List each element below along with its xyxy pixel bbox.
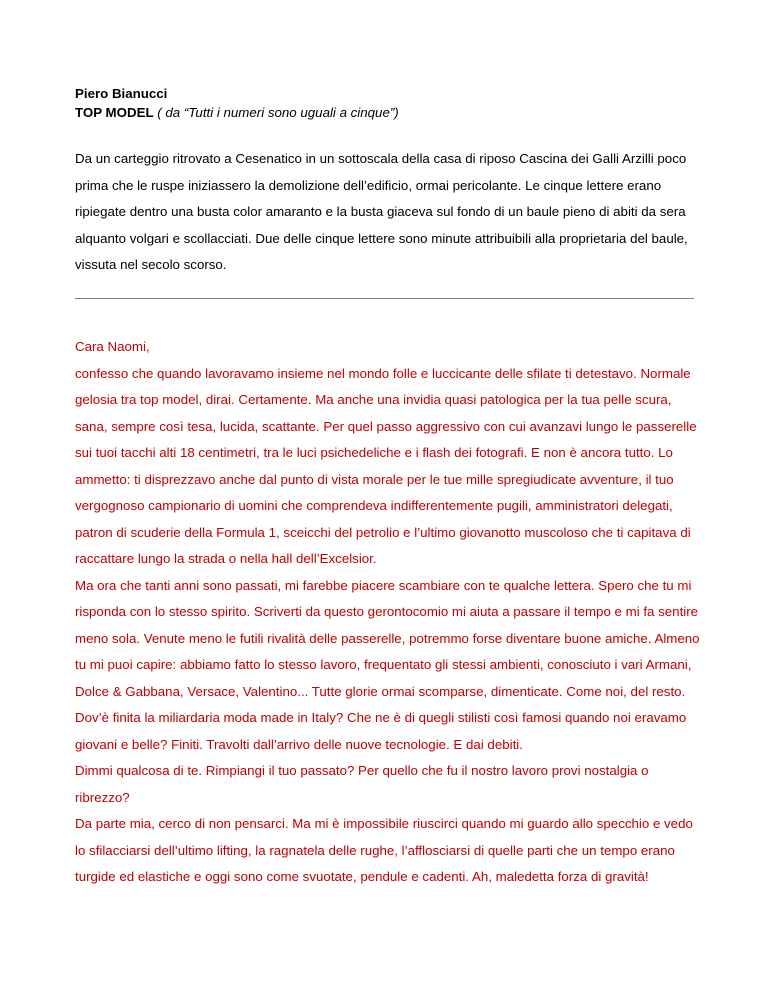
title-line	[75, 103, 399, 122]
letter-paragraph: Ma ora che tanti anni sono passati, mi farebbe piacere scambiare con te qualche lettera. Spero che tu mi risponda con lo stesso spirito. Scriverti da questo gerontocomio mi aiuta a passare il tempo e mi fa sentire meno sola. Venute meno le futili rivalità delle passerelle, potremmo forse diventare buone amiche. Almeno tu mi puoi capire: abbiamo fatto lo stesso lavoro, frequentato gli stessi ambienti, conosciuto i vari Armani, Dolce & Gabbana, Versace, Valentino... Tutte glorie ormai scomparse, dimenticate. Come noi, del resto. Dov’è finita la miliardaria moda made in Italy? Che ne è di quegli stilisti così famosi quando noi eravamo giovani e belle? Finiti. Travolti dall’arrivo delle nuove tecnologie. E dai debiti.	[75, 577, 700, 752]
letter-paragraph: confesso che quando lavoravamo insieme nel mondo folle e luccicante delle sfilate ti detestavo. Normale gelosia tra top model, dirai. Certamente. Ma anche una invidia quasi patologica per la tua pelle scura, sana, sempre così tesa, lucida, scattante. Per quel passo aggressivo con cui avanzavi lungo le passerelle sui tuoi tacchi alti 18 centimetri, tra le luci psichedeliche e i flash dei fotografi. E non è ancora tutto. Lo ammetto: ti disprezzavo anche dal punto di vista morale per le tue mille spregiudicate avventure, il tuo vergognoso campionario di uomini che comprendeva indifferentemente pugili, amministratori delegati, patron di scuderie della Formula 1, sceicchi del petrolio e l’ultimo giovanotto muscoloso che ti capitava di raccattare lungo la strada o nella hall dell’Excelsior.	[75, 365, 697, 566]
letter-body	[75, 334, 705, 891]
horizontal-divider	[75, 298, 694, 299]
author-name: Piero Bianucci	[75, 86, 168, 101]
letter-paragraph: Dimmi qualcosa di te. Rimpiangi il tuo passato? Per quello che fu il nostro lavoro provi nostalgia o ribrezzo?	[75, 763, 649, 805]
document-header	[75, 84, 399, 122]
letter-paragraph: Da parte mia, cerco di non pensarci. Ma mi è impossibile riuscirci quando mi guardo allo specchio e vedo lo sfilacciarsi dell’ultimo lifting, la ragnatela delle rughe, l’afflosciarsi di quelle parti che un tempo erano turgide ed elastiche e oggi sono come svuotate, pendule e cadenti. Ah, maledetta forza di gravità!	[75, 816, 693, 884]
story-subtitle: ( da “Tutti i numeri sono uguali a cinque”)	[157, 105, 399, 120]
intro-paragraph: Da un carteggio ritrovato a Cesenatico in un sottoscala della casa di riposo Cascina dei Galli Arzilli poco prima che le ruspe iniziassero la demolizione dell’edificio, ormai pericolante. Le cinque lettere erano ripiegate dentro una busta color amaranto e la busta giaceva sul fondo di un baule pieno di abiti da sera alquanto volgari e scollacciati. Due delle cinque lettere sono minute attribuibili alla proprietaria del baule, vissuta nel secolo scorso.	[75, 151, 688, 272]
story-title: TOP MODEL	[75, 105, 154, 120]
letter-greeting: Cara Naomi,	[75, 339, 150, 354]
